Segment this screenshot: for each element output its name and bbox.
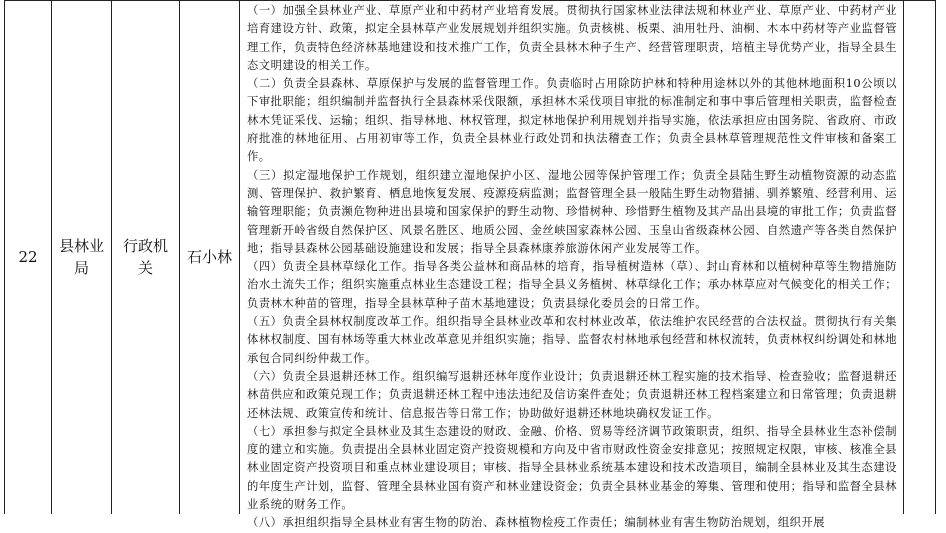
responsible-person-cell bbox=[180, 0, 240, 514]
duties-text bbox=[240, 2, 903, 533]
organization-type: 行政机关 bbox=[122, 237, 168, 277]
duty-item-3: （三）拟定湿地保护工作规划，组织建立湿地保护小区、湿地公园等保护管理工作；负责全县陆生野生动植物资源的动态监测、管理保护、救护繁育、栖息地恢复发展、疫源疫病监测；监督管理全县一般陆生野生动物猎捕、驯养繁殖、经营利用、运输管理职能；负责濒危物种进出县境和国家保护的野生动物、珍惜树种、珍惜野生植物及其产品出县境的审批工作；负责监督管理新开岭省级自然保护区、风景名胜区、地质公园、金丝峡国家森林公园、玉皇山省级森林公园、自然遗产等各类自然保护地；指导县森林公园基础设施建设和发展；指导全县森林康养旅游休闲产业发展等工作。 bbox=[247, 168, 897, 255]
duties-cell bbox=[240, 0, 904, 530]
duty-item-8: （八）承担组织指导全县林业有害生物的防治、森林植物检疫工作责任；编制林业有害生物防治规划，组织开展 bbox=[247, 516, 826, 530]
duty-item-7: （七）承担参与拟定全县林业及其生态建设的财政、金融、价格、贸易等经济调节政策职责，组织、指导全县林业生态补偿制度的建立和实施。负责提出全县林业固定资产投资规模和方向及中省市财政性资金安排意见；按照规定权限，审核、核准全县林业固定资产投资项目和重点林业建设项目；审核、指导全县林业系统基本建设和技术改造项目，编制全县林业及其生态建设的年度生产计划，监督、管理全县林业国有资产和林业建设资金；负责全县林业基金的筹集、管理和使用；指导和监督全县林业系统的财务工作。 bbox=[247, 424, 897, 512]
duty-item-2: （二）负责全县森林、草原保护与发展的监督管理工作。负责临时占用除防护林和特种用途林以外的其他林地面积10公顷以下审批职能；组织编制并监督执行全县森林采伐限额，承担林木采伐项目审批的标准制定和事中事后管理相关职责，监督检查林木凭证采伐、运输；组织、指导林地、林权管理，拟定林地保护利用规划并指导实施，依法承担应由国务院、省政府、市政府批准的林地征用、占用初审等工作，负责全县林业行政处罚和执法稽查工作；负责全县林草管理规范性文件审核和备案工作。 bbox=[247, 77, 897, 164]
organization-type-cell bbox=[112, 0, 180, 514]
row-number-cell bbox=[4, 0, 52, 514]
duty-item-6: （六）负责全县退耕还林工作。组织编写退耕还林年度作业设计；负责退耕还林工程实施的技术指导、检查验收；监督退耕还林苗供应和政策兑现工作；负责退耕还林工程中违法违纪及信访案件查处；负责退耕还林工程档案建立和日常管理；负责退耕还林法规、政策宣传和统计、信息报告等日常工作；协助做好退耕还林地块确权发证工作。 bbox=[247, 369, 897, 420]
duty-item-5: （五）负责全县林权制度改革工作。组织指导全县林业改革和农村林业改革，依法维护农民经营的合法权益。贯彻执行有关集体林权制度、国有林场等重大林业改革意见并组织实施；指导、监督农村林地承包经营和林权流转，负责林权纠纷调处和林地承包合同纠纷仲裁工作。 bbox=[247, 315, 897, 365]
responsibility-table bbox=[4, 0, 936, 530]
row-number: 22 bbox=[18, 248, 38, 266]
duty-item-4: （四）负责全县林草绿化工作。指导各类公益林和商品林的培育，指导植树造林（草）、封山育林和以植树种草等生物措施防治水土流失工作；组织实施重点林业生态建设工程；指导全县义务植树、林草绿化工作；承办林草应对气候变化的相关工作；负责林木种苗的管理，指导全县林草种子苗木基地建设；负责县绿化委员会的日常工作。 bbox=[247, 260, 897, 310]
trailing-empty-cell bbox=[904, 0, 936, 514]
department-name: 县林业局 bbox=[58, 237, 104, 277]
duty-item-1: （一）加强全县林业产业、草原产业和中药材产业培育发展。贯彻执行国家林业法律法规和林业产业、草原产业、中药材产业培育建设方针、政策，拟定全县林草产业发展规划并组织实施。负责核桃、板栗、油用牡丹、油桐、木本中药材等产业监督管理工作，负责特色经济林基地建设和技术推广工作，负责全县林木种子生产、经营管理职责，培植主导优势产业，指导全县生态文明建设的相关工作。 bbox=[247, 4, 897, 72]
responsible-person: 石小林 bbox=[186, 248, 232, 266]
department-cell bbox=[52, 0, 112, 514]
